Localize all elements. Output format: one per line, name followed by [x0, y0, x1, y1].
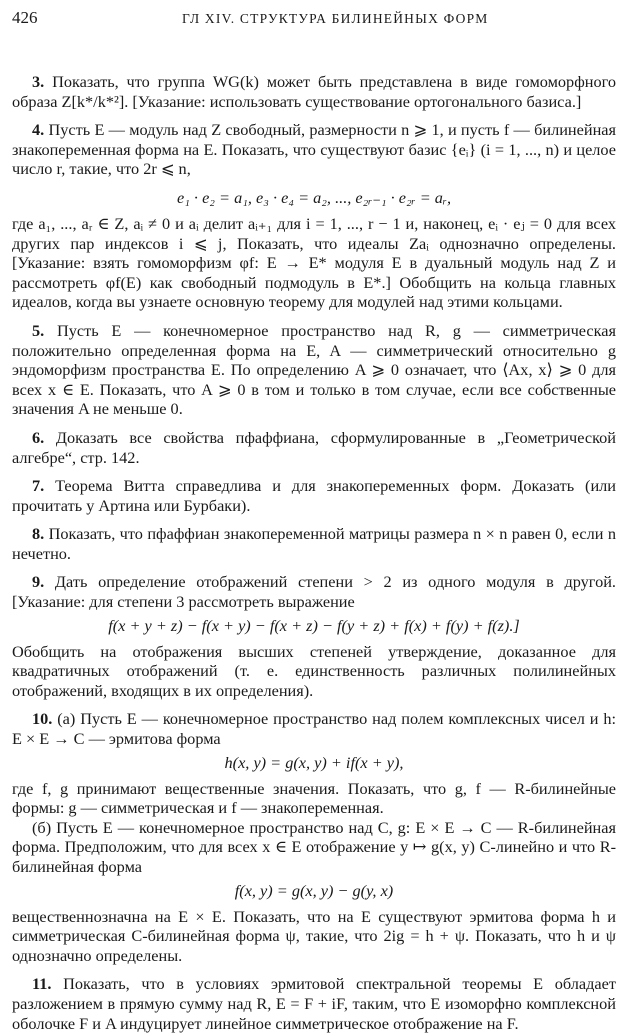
problem-4-continuation: где a₁, ..., aᵣ ∈ Z, aᵢ ≠ 0 и aᵢ делит aᵢ₊₁ для i = 1, ..., r − 1 и, наконец, eᵢ · eⱼ = 0 для всех других пар индексов i ⩽ j, Показать, что идеалы Zaᵢ однозначно определены. [Указание: взять гомоморфизм φf: E → E* модуля E в дуальный модуль над Z и рассмотреть φf(E) как свободный подмодуль в E*.] Обобщить на кольца главных идеалов, когда вы узнаете основную теорему для модулей над этими кольцами. [12, 213, 616, 312]
page-header [12, 8, 616, 34]
problem-text: Показать, что в условиях эрмитовой спектральной теоремы E обладает разложением в прямую сумму над R, E = F + iF, таким, что E изоморфно комплексной оболочке F и A индуцирует линейное симметрическое отображение на F. [12, 974, 616, 1033]
problem-text: Пусть E — конечномерное пространство над R, g — симметрическая положительно определенная форма на E, A — симметрический относительно g эндоморфизм пространства E. По определению A ⩾ 0 означает, что ⟨Ax, x⟩ ⩾ 0 для всех x ∈ E. Показать, что A ⩾ 0 в том и только в том случае, если все собственные значения A не меньше 0. [12, 320, 616, 419]
problem-text: (а) Пусть E — конечномерное пространство над полем комплексных чисел и h: E × E → C — эрмитова форма [12, 709, 616, 749]
problem-text: Пусть E — модуль над Z свободный, размерности n ⩾ 1, и пусть f — билинейная знакопеременная форма на E. Показать, что существуют базис {eᵢ} (i = 1, ..., n) и целое число r, такие, что 2r ⩽ n, [12, 120, 616, 179]
problem-6 [12, 428, 616, 467]
problem-10-part-b-continuation: вещественнозначна на E × E. Показать, что на E существуют эрмитова форма h и симметрическая C-билинейная форма ψ, такие, что 2ig = h + ψ. Показать, что h и ψ однозначно определены. [12, 906, 616, 965]
problem-5 [12, 321, 616, 419]
problem-8 [12, 524, 616, 563]
problem-4 [12, 120, 616, 179]
problem-number: 8. [32, 524, 45, 544]
problem-number: 6. [32, 427, 45, 447]
problem-11 [12, 974, 616, 1033]
running-head: ГЛ XIV. СТРУКТУРА БИЛИНЕЙНЫХ ФОРМ [182, 11, 489, 26]
problem-10-part-b: (б) Пусть E — конечномерное пространство над C, g: E × E → C — R-билинейная форма. Предположим, что для всех x ∈ E отображение y ↦ g(x, y) C-линейно и что R-билинейная форма [12, 817, 616, 876]
problem-10 [12, 709, 616, 748]
problem-10-continuation: где f, g принимают вещественные значения. Показать, что g, f — R-билинейные формы: g — симметрическая и f — знакопеременная. [12, 778, 616, 818]
problem-text: Доказать все свойства пфаффиана, сформулированные в „Геометрической алгебре“, стр. 142. [12, 427, 617, 467]
formula-hermitian: h(x, y) = g(x, y) + if(x + y), [224, 752, 404, 772]
formula-basis: e₁ · e₂ = a₁, e₃ · e₄ = a₂, ..., e₂ᵣ₋₁ · e₂ᵣ = aᵣ, [176, 187, 452, 207]
formula-cubic: f(x + y + z) − f(x + y) − f(x + z) − f(y + z) + f(x) + f(y) + f(z).] [108, 615, 520, 635]
problem-number: 4. [32, 120, 45, 140]
problem-3 [12, 72, 616, 111]
formula-antisymmetric: f(x, y) = g(x, y) − g(y, x) [234, 880, 394, 900]
problem-text: Показать, что группа WG(k) может быть представлена в виде гомоморфного образа Z[k*/k*²]. [Указание: использовать существование ортогонального базиса.] [12, 72, 617, 111]
problem-7 [12, 476, 616, 515]
problem-number: 5. [32, 320, 45, 340]
problem-number: 9. [32, 572, 45, 592]
problem-number: 10. [32, 709, 53, 729]
problem-number: 7. [32, 476, 45, 496]
problem-9 [12, 572, 616, 611]
problem-number: 3. [32, 72, 45, 91]
problem-text: Теорема Витта справедлива и для знакопеременных форм. Доказать (или прочитать у Артина или Бурбаки). [12, 476, 616, 515]
problem-9-continuation: Обобщить на отображения высших степеней утверждение, доказанное для квадратичных отображений (т. е. единственность различных полилинейных отображений, входящих в их определения). [12, 641, 616, 700]
problem-text: Показать, что пфаффиан знакопеременной матрицы размера n × n равен 0, если n нечетно. [12, 524, 616, 563]
page-number: 426 [12, 8, 38, 27]
problem-text: Дать определение отображений степени > 2 из одного модуля в другой. [Указание: для степени 3 рассмотреть выражение [12, 572, 617, 612]
problem-number: 11. [32, 974, 52, 994]
